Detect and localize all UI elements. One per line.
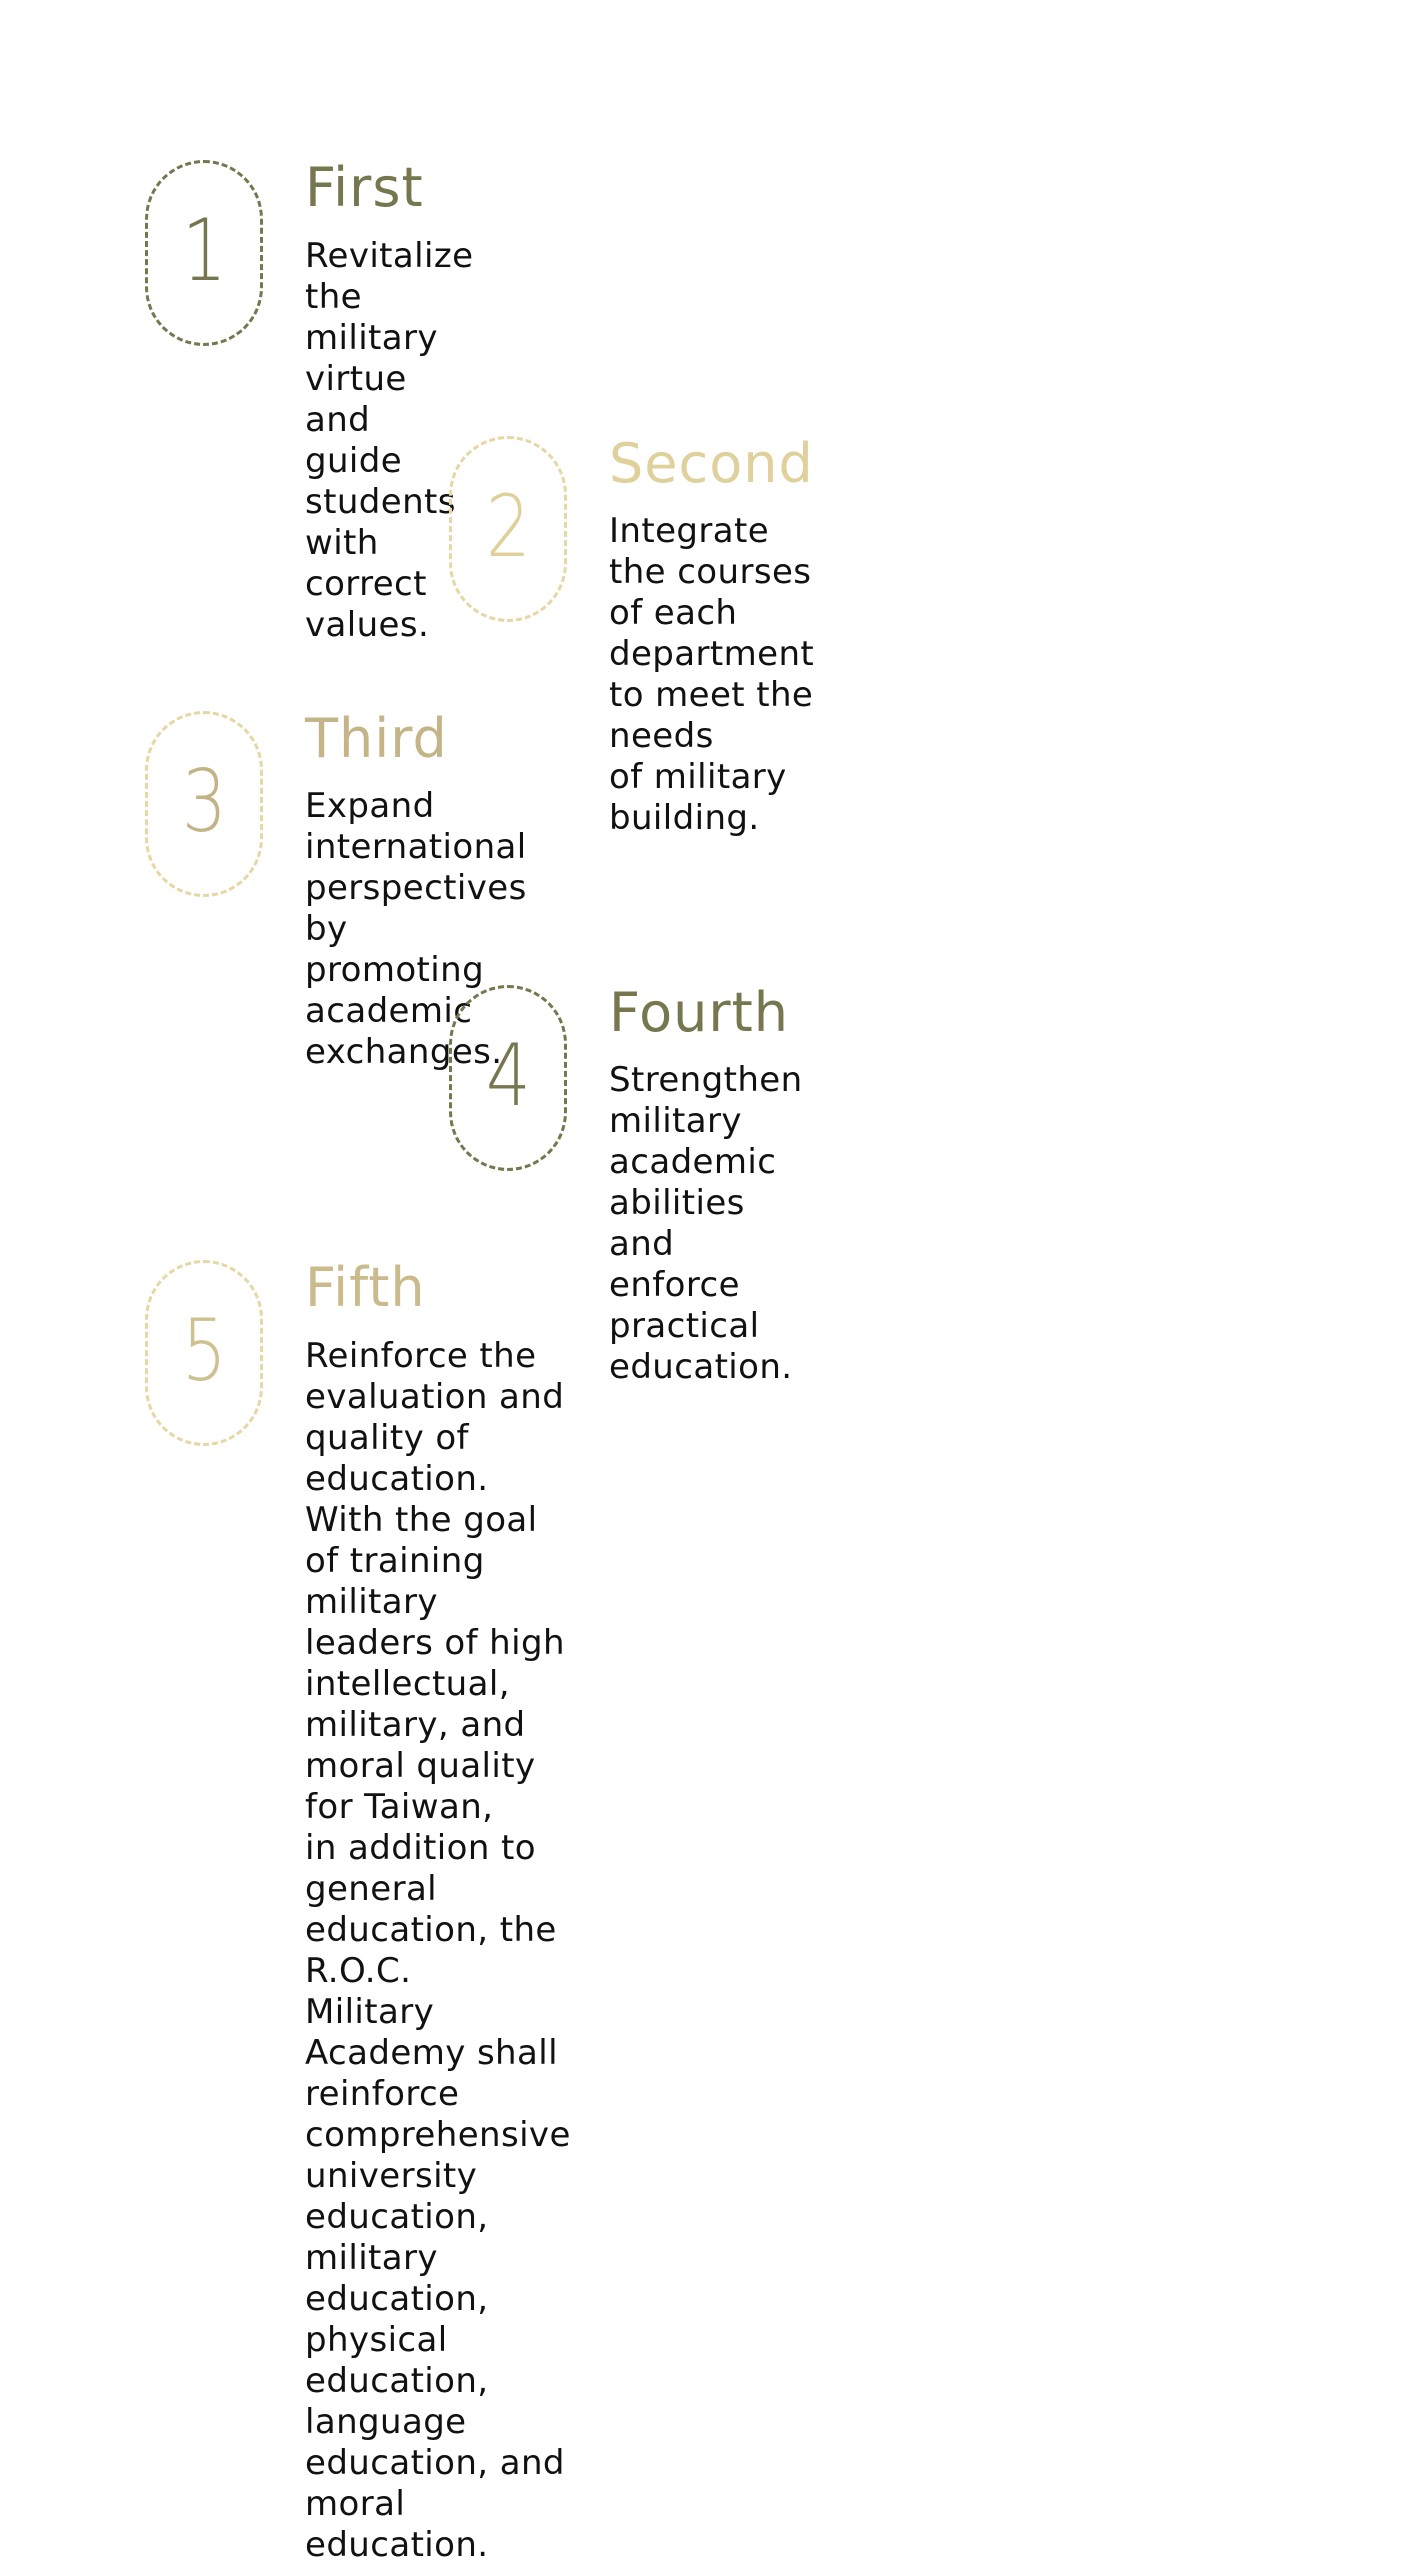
number-label-4: 4 (485, 1026, 531, 1126)
objective-heading-2: Second (609, 432, 814, 495)
number-badge-3 (145, 711, 263, 897)
objective-text-2: Integrate the courses of each department to meet the needs of military building. (609, 511, 815, 838)
number-badge-1 (145, 160, 263, 346)
objective-text-4: Strengthen military academic abilities and enforce practical education. (609, 1060, 803, 1387)
number-label-2: 2 (485, 477, 531, 577)
number-badge-4 (449, 985, 567, 1171)
objective-heading-4: Fourth (609, 981, 789, 1044)
objective-heading-3: Third (305, 707, 448, 770)
number-badge-5 (145, 1260, 263, 1446)
number-label-1: 1 (181, 201, 227, 301)
number-badge-2 (449, 436, 567, 622)
objective-text-3: Expand international perspectives by promoting academic exchanges. (305, 786, 527, 1072)
objective-heading-1: First (305, 156, 424, 219)
number-label-3: 3 (181, 752, 227, 852)
objective-heading-5: Fifth (305, 1256, 426, 1319)
objective-text-5: Reinforce the evaluation and quality of education. With the goal of training military leaders of high intellectual, military, and moral quality for Taiwan, in addition to general education, the R.O.C. Military Academy shall reinforce comprehensive university education, military education, physical education, language education, and moral education. (305, 1336, 571, 2565)
objective-text-1: Revitalize the military virtue and guide students with correct values. (305, 236, 474, 645)
number-label-5: 5 (181, 1301, 227, 1401)
